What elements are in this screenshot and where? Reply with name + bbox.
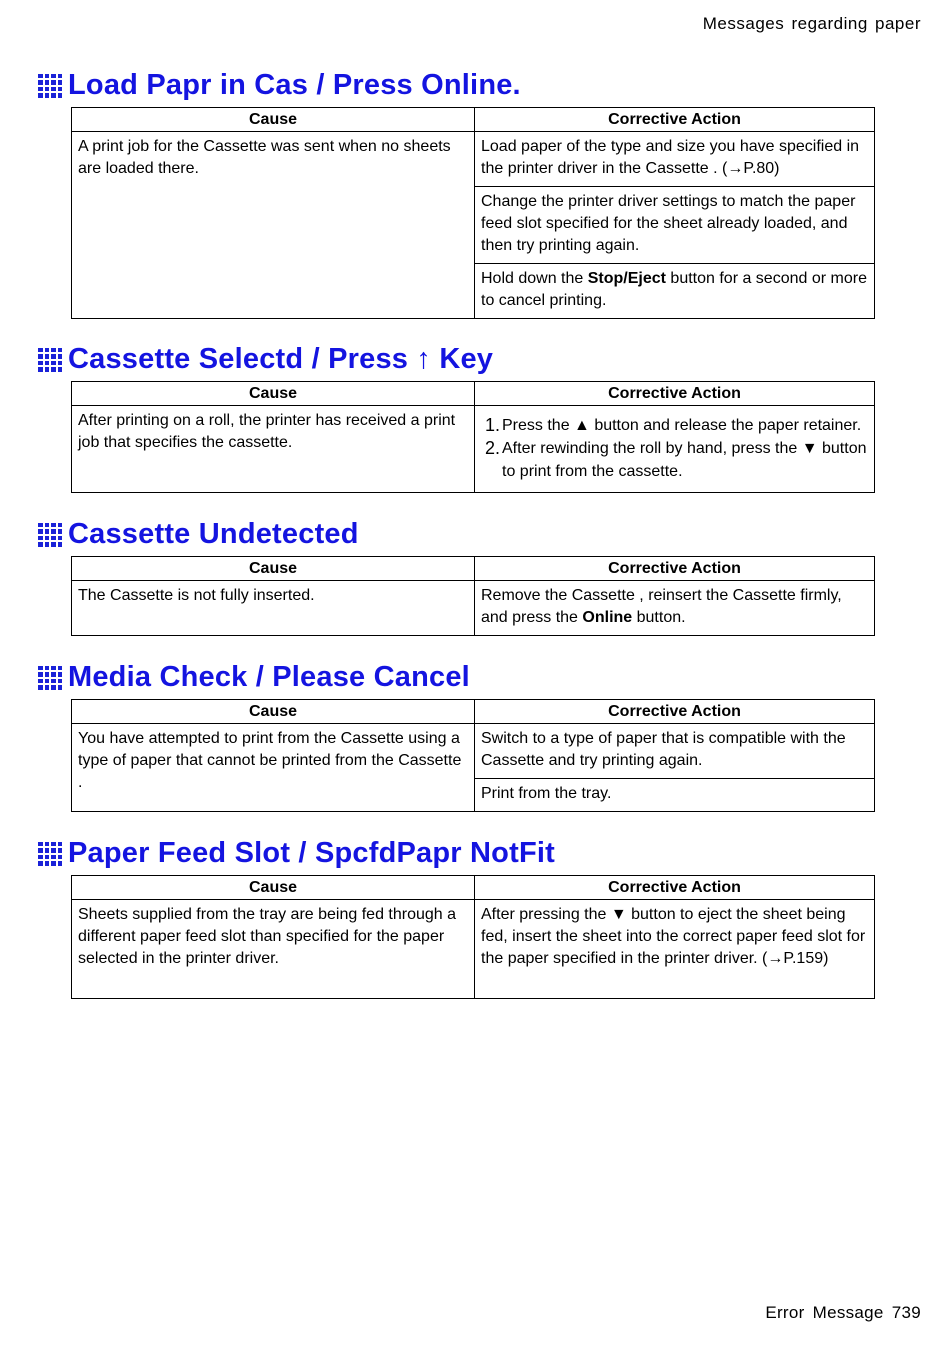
step-item [485, 414, 868, 437]
message-table [71, 381, 875, 493]
section-cassette-selectd [38, 341, 878, 493]
cause-header: Cause [72, 382, 475, 406]
action-cell: Print from the tray. [475, 779, 875, 812]
section-heading [38, 659, 878, 695]
step-number: 1. [485, 415, 501, 435]
action-text: button. [632, 609, 686, 626]
section-media-check [38, 659, 878, 812]
corrective-action-header: Corrective Action [475, 108, 875, 132]
section-heading [38, 835, 878, 871]
cause-header: Cause [72, 557, 475, 581]
section-heading [38, 67, 878, 103]
grid-bullet-icon [38, 348, 62, 372]
steps-list [481, 414, 868, 483]
stop-eject-button-label: Stop/Eject [587, 270, 666, 287]
section-title: Media Check / Please Cancel [68, 660, 470, 693]
grid-bullet-icon [38, 74, 62, 98]
step-item [485, 437, 868, 483]
action-cell [475, 581, 875, 636]
action-text: button for a second or more to cancel printing. [481, 270, 867, 309]
action-text: Remove the Cassette , reinsert the Cassette firmly, and press the [481, 587, 842, 626]
corrective-action-header: Corrective Action [475, 700, 875, 724]
page-footer [765, 1303, 921, 1323]
message-table [71, 107, 875, 319]
grid-bullet-icon [38, 666, 62, 690]
action-cell: Change the printer driver settings to match the paper feed slot specified for the sheet already loaded, and then try printing again. [475, 187, 875, 264]
cause-header: Cause [72, 108, 475, 132]
section-title: Cassette Undetected [68, 517, 359, 550]
section-load-papr-in-cas [38, 67, 878, 319]
cause-header: Cause [72, 700, 475, 724]
section-title: Load Papr in Cas / Press Online. [68, 68, 521, 101]
online-button-label: Online [582, 609, 633, 626]
step-text: After rewinding the roll by hand, press the ▼ button to print from the cassette. [502, 440, 867, 480]
page-number: 739 [891, 1303, 921, 1322]
action-cell [475, 406, 875, 493]
cause-cell: A print job for the Cassette was sent when no sheets are loaded there. [72, 132, 475, 319]
section-cassette-undetected [38, 516, 878, 636]
step-text: Press the ▲ button and release the paper retainer. [502, 417, 862, 434]
message-table [71, 875, 875, 999]
action-text: Hold down the [481, 270, 588, 287]
step-number: 2. [485, 438, 501, 458]
action-cell: After pressing the ▼ button to eject the sheet being fed, insert the sheet into the correct paper feed slot for the paper specified in the printer driver. (→P.159) [475, 900, 875, 999]
cause-cell: Sheets supplied from the tray are being fed through a different paper feed slot than specified for the paper selected in the printer driver. [72, 900, 475, 999]
message-table [71, 556, 875, 636]
message-table [71, 699, 875, 812]
section-paper-feed-slot [38, 835, 878, 999]
grid-bullet-icon [38, 842, 62, 866]
cause-cell: After printing on a roll, the printer has received a print job that specifies the cassette. [72, 406, 475, 493]
section-heading [38, 341, 878, 377]
action-cell: Load paper of the type and size you have specified in the printer driver in the Cassette . (→P.80) [475, 132, 875, 187]
corrective-action-header: Corrective Action [475, 557, 875, 581]
action-cell [475, 264, 875, 319]
section-title: Paper Feed Slot / SpcfdPapr NotFit [68, 836, 555, 869]
section-heading [38, 516, 878, 552]
corrective-action-header: Corrective Action [475, 876, 875, 900]
section-title: Cassette Selectd / Press ↑ Key [68, 342, 494, 375]
cause-cell: The Cassette is not fully inserted. [72, 581, 475, 636]
cause-header: Cause [72, 876, 475, 900]
grid-bullet-icon [38, 523, 62, 547]
cause-cell: You have attempted to print from the Cassette using a type of paper that cannot be printed from the Cassette . [72, 724, 475, 812]
corrective-action-header: Corrective Action [475, 382, 875, 406]
footer-section-name: Error Message [765, 1303, 884, 1322]
page-header-title: Messages regarding paper [702, 14, 921, 33]
action-cell: Switch to a type of paper that is compatible with the Cassette and try printing again. [475, 724, 875, 779]
